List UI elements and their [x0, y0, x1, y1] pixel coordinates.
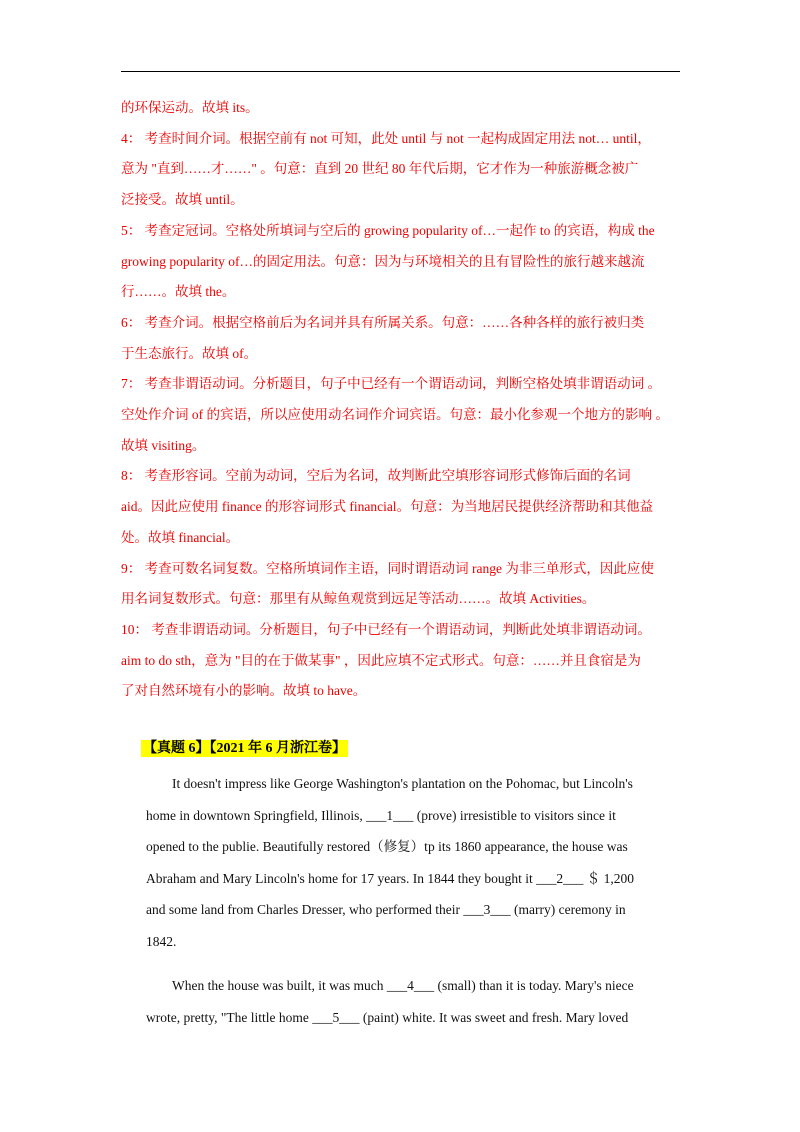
answer-line: 处。故填 financial。	[121, 529, 240, 545]
passage-line: opened to the publie. Beautifully restored（修复）tp its 1860 appearance, the house was	[146, 839, 628, 854]
answer-line: 8： 考查形容词。空前为动词，空后为名词，故判断此空填形容词形式修饰后面的名词	[121, 468, 631, 484]
answer-line: 故填 visiting。	[121, 437, 206, 453]
answer-line: 7： 考查非谓语动词。分析题目，句子中已经有一个谓语动词，判断空格处填非谓语动词 。	[121, 376, 661, 392]
answer-line: 于生态旅行。故填 of。	[121, 345, 258, 361]
answer-line: 9： 考查可数名词复数。空格所填词作主语，同时谓语动词 range 为非三单形式，因此应使	[121, 560, 654, 576]
answer-line: 泛接受。故填 until。	[121, 192, 244, 208]
answer-line: 的环保运动。故填 its。	[121, 100, 259, 115]
answer-line: aid。因此应使用 finance 的形容词形式 financial。句意：为当地居民提供经济帮助和其他益	[121, 499, 654, 515]
passage-line: 1842.	[146, 933, 177, 949]
answer-line: 空处作介词 of 的宾语，所以应使用动名词作介词宾语。句意：最小化参观一个地方的影响 。	[121, 407, 669, 423]
answer-line: 4： 考查时间介词。根据空前有 not 可知，此处 until 与 not 一起构成固定用法 not… until，	[121, 130, 651, 146]
passage-paragraph-1	[146, 768, 686, 957]
answer-line: 5： 考查定冠词。空格处所填词与空后的 growing popularity of…一起作 to 的宾语，构成 the	[121, 222, 655, 238]
answer-line: 了对自然环境有小的影响。故填 to have。	[121, 683, 367, 699]
passage-line: When the house was built, it was much ___4___ (small) than it is today. Mary's niece	[172, 978, 634, 993]
passage-line: home in downtown Springfield, Illinois, ___1___ (prove) irresistible to visitors since it	[146, 807, 616, 823]
passage-line: Abraham and Mary Lincoln's home for 17 years. In 1844 they bought it ___2___ ＄ 1,200	[146, 870, 634, 886]
answer-line: growing popularity of…的固定用法。句意：因为与环境相关的且有冒险性的旅行越来越流	[121, 253, 645, 269]
passage-paragraph-2	[146, 970, 686, 1033]
section-heading-text: 【真题 6】【2021 年 6 月浙江卷】	[143, 741, 346, 756]
answer-line: 6： 考查介词。根据空格前后为名词并具有所属关系。句意：……各种各样的旅行被归类	[121, 314, 645, 330]
answer-line: 行……。故填 the。	[121, 284, 236, 300]
passage-line: It doesn't impress like George Washington's plantation on the Pohomac, but Lincoln's	[172, 776, 633, 791]
answer-explanations	[121, 93, 691, 707]
section-heading	[141, 737, 348, 757]
passage-line: wrote, pretty, "The little home ___5___ (paint) white. It was sweet and fresh. Mary loved	[146, 1009, 629, 1025]
passage-line: and some land from Charles Dresser, who performed their ___3___ (marry) ceremony in	[146, 902, 626, 917]
answer-line: 用名词复数形式。句意：那里有从鲸鱼观赏到远足等活动……。故填 Activities。	[121, 591, 596, 607]
answer-line: aim to do sth，意为 "目的在于做某事" ，因此应填不定式形式。句意：……并且食宿是为	[121, 652, 641, 668]
answer-line: 10： 考查非谓语动词。分析题目，句子中已经有一个谓语动词，判断此处填非谓语动词。	[121, 621, 651, 637]
header-rule	[121, 71, 680, 72]
answer-line: 意为 "直到……才……" 。句意：直到 20 世纪 80 年代后期，它才作为一种旅游概念被广	[121, 161, 639, 177]
